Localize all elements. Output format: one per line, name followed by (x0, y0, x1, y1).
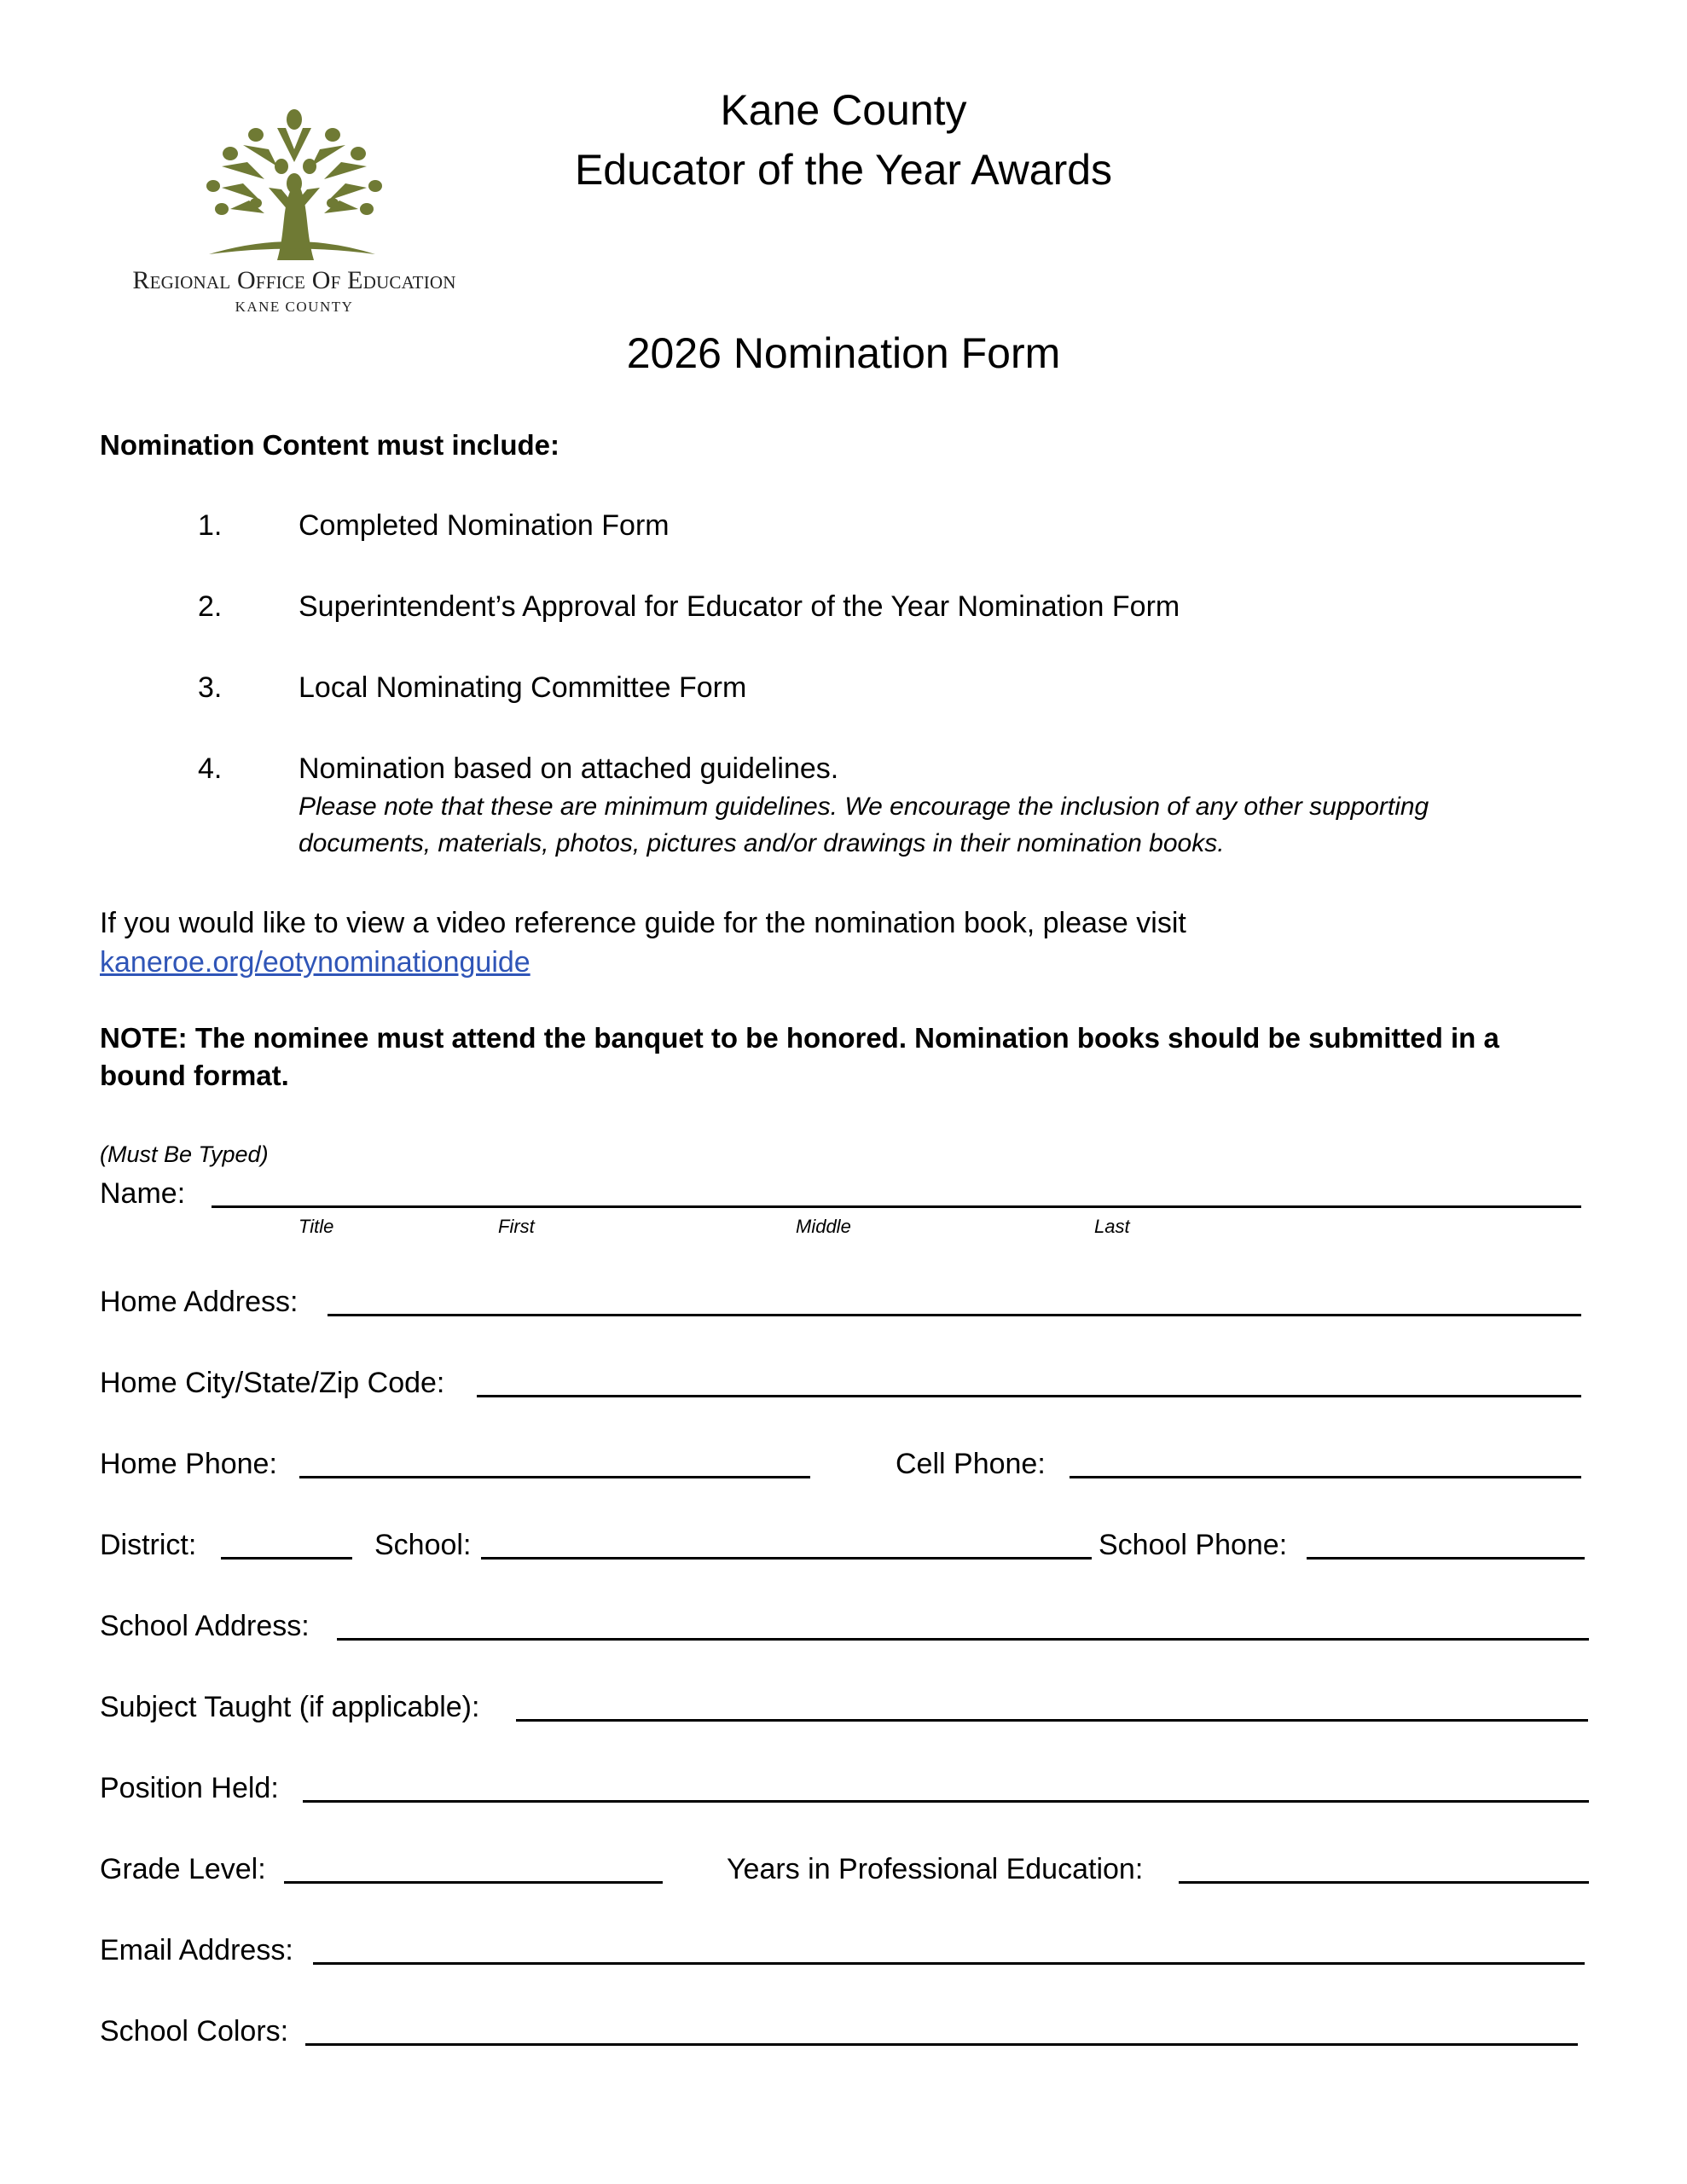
list-item: Nomination based on attached guidelines. (299, 752, 839, 785)
home-city-label: Home City/State/Zip Code: (100, 1367, 445, 1399)
school-phone-field[interactable] (1307, 1557, 1585, 1560)
name-label: Name: (100, 1177, 186, 1210)
subject-label: Subject Taught (if applicable): (100, 1691, 480, 1723)
requirements-heading: Nomination Content must include: (100, 429, 559, 461)
list-item: Local Nominating Committee Form (299, 671, 747, 704)
video-guide-link[interactable]: kaneroe.org/eotynominationguide (100, 946, 530, 979)
home-city-field[interactable] (477, 1395, 1581, 1397)
school-label: School: (374, 1529, 472, 1561)
title-awards: Educator of the Year Awards (574, 146, 1113, 194)
banquet-notice-line1: NOTE: The nominee must attend the banquet to be honored. Nomination books should be submitted in a (100, 1022, 1499, 1054)
list-item-number: 4. (198, 752, 223, 785)
must-be-typed-note: (Must Be Typed) (100, 1141, 269, 1167)
list-item-number: 1. (198, 509, 223, 542)
home-address-label: Home Address: (100, 1286, 299, 1318)
video-guide-text: If you would like to view a video reference guide for the nomination book, please visit (100, 907, 1186, 939)
home-phone-label: Home Phone: (100, 1448, 277, 1480)
name-field[interactable] (212, 1205, 1581, 1208)
logo-org-name: Regional Office Of Education (132, 266, 456, 294)
position-field[interactable] (303, 1800, 1589, 1803)
name-part-title: Title (299, 1216, 334, 1237)
school-address-field[interactable] (337, 1638, 1589, 1641)
school-colors-label: School Colors: (100, 2015, 289, 2048)
email-field[interactable] (313, 1962, 1585, 1965)
school-colors-field[interactable] (305, 2043, 1578, 2046)
name-part-middle: Middle (796, 1216, 851, 1237)
form-title: 2026 Nomination Form (626, 329, 1061, 377)
grade-level-label: Grade Level: (100, 1853, 266, 1885)
regional-office-logo (102, 102, 486, 324)
list-item: Superintendent’s Approval for Educator of the Year Nomination Form (299, 590, 1180, 623)
banquet-notice-line2: bound format. (100, 1060, 289, 1091)
list-item-number: 2. (198, 590, 223, 623)
home-address-field[interactable] (328, 1314, 1581, 1316)
logo-org-county: KANE COUNTY (235, 299, 354, 315)
guidelines-note-line2: documents, materials, photos, pictures and/or drawings in their nomination books. (299, 829, 1225, 857)
school-field[interactable] (481, 1557, 1092, 1560)
district-field[interactable] (221, 1557, 352, 1560)
school-address-label: School Address: (100, 1610, 310, 1642)
title-county: Kane County (720, 86, 967, 134)
name-part-first: First (498, 1216, 535, 1237)
grade-level-field[interactable] (284, 1881, 663, 1884)
years-label: Years in Professional Education: (727, 1853, 1144, 1885)
name-part-last: Last (1094, 1216, 1130, 1237)
school-phone-label: School Phone: (1099, 1529, 1288, 1561)
list-item-number: 3. (198, 671, 223, 704)
district-label: District: (100, 1529, 197, 1561)
list-item: Completed Nomination Form (299, 509, 670, 542)
years-field[interactable] (1179, 1881, 1589, 1884)
guidelines-note-line1: Please note that these are minimum guidelines. We encourage the inclusion of any other supporting (299, 793, 1429, 821)
home-phone-field[interactable] (299, 1476, 810, 1478)
cell-phone-field[interactable] (1070, 1476, 1581, 1478)
cell-phone-label: Cell Phone: (896, 1448, 1046, 1480)
subject-field[interactable] (516, 1719, 1588, 1722)
email-label: Email Address: (100, 1934, 293, 1966)
position-label: Position Held: (100, 1772, 279, 1804)
